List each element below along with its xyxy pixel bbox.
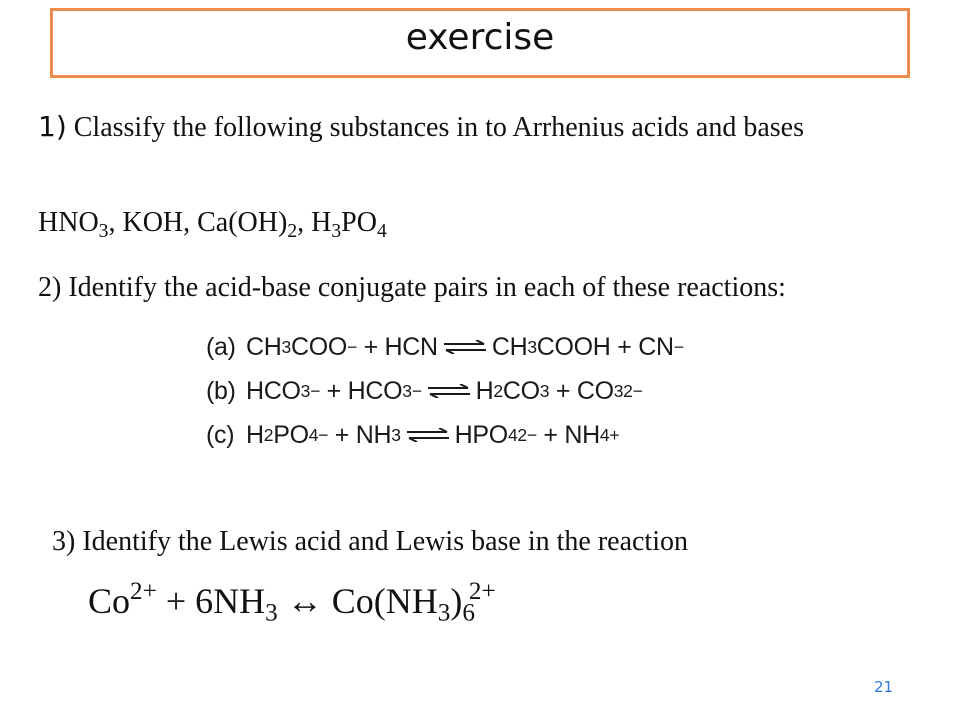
plus-sign: + xyxy=(334,420,350,449)
chem-text: H xyxy=(246,420,264,449)
question-1-text: Classify the following substances in to Arrhenius acids and bases xyxy=(73,112,804,143)
chem-text: CH xyxy=(246,332,282,361)
formula-text: HNO xyxy=(38,207,99,238)
chem-text: NH xyxy=(355,420,392,449)
chem-sup: 2+ xyxy=(130,578,157,606)
chem-text: COOH xyxy=(536,332,611,361)
question-1-number: 1) xyxy=(38,110,67,143)
reaction-label: (b) xyxy=(206,376,236,405)
formula-sub: 4 xyxy=(376,220,387,242)
chem-text: HCO xyxy=(246,376,301,405)
chem-text: CH xyxy=(491,332,528,361)
chem-text: COO xyxy=(290,332,347,361)
chem-text: CO xyxy=(576,376,614,405)
plus-sign: + xyxy=(326,376,341,405)
slide-title: exercise xyxy=(405,16,555,58)
chem-sup: 2+ xyxy=(468,578,496,606)
chem-text: Co xyxy=(88,581,131,621)
formula-text: PO xyxy=(341,207,377,238)
chem-sub: 3 xyxy=(437,599,451,627)
question-1 xyxy=(38,104,900,151)
question-3: 3) Identify the Lewis acid and Lewis base in the reaction xyxy=(52,526,688,557)
reactions-image xyxy=(206,325,684,457)
question-1-formulas xyxy=(38,207,387,242)
plus-sign: + xyxy=(555,376,571,405)
chem-sub: 6 xyxy=(462,599,475,627)
equilibrium-arrow-icon xyxy=(407,428,449,442)
page-number: 21 xyxy=(874,678,894,696)
formula-sub: 2 xyxy=(287,220,298,242)
formula-sub: 3 xyxy=(98,220,109,242)
chem-text: CN xyxy=(638,332,674,361)
chem-text: Co(NH xyxy=(331,581,438,621)
lewis-equation xyxy=(88,578,496,627)
equilibrium-arrow-icon xyxy=(428,384,470,398)
chem-text: PO xyxy=(273,420,309,449)
reaction-a: (a) CH 3 COO − + HCN CH 3 COOH + CN − xyxy=(206,332,684,361)
reaction-b: (b) HCO 3 − + HCO 3 − H 2 CO 3 + CO 3 2− xyxy=(206,376,643,405)
formula-sub: 3 xyxy=(331,220,342,242)
title-box xyxy=(50,8,910,78)
plus-sign: + xyxy=(543,420,558,449)
plus-sign: + xyxy=(617,332,632,361)
equilibrium-arrow-icon xyxy=(444,340,486,354)
formula-text: , KOH, Ca(OH) xyxy=(108,207,288,238)
chem-text: ) xyxy=(450,581,463,621)
reaction-label: (a) xyxy=(206,332,236,361)
reaction-c: (c) H 2 PO 4 − + NH 3 HPO 4 2− + NH 4 + xyxy=(206,420,620,449)
chem-text: NH xyxy=(564,420,600,449)
chem-text: HCO xyxy=(347,376,403,405)
chem-text: HCN xyxy=(384,332,438,361)
plus-sign: + xyxy=(363,332,378,361)
chem-text: HPO xyxy=(454,420,508,449)
formula-text: , H xyxy=(297,207,332,238)
chem-text: H xyxy=(475,376,494,405)
question-2: 2) Identify the acid-base conjugate pairs in each of these reactions: xyxy=(38,272,786,303)
chem-sub: 3 xyxy=(265,599,278,627)
reaction-label: (c) xyxy=(206,420,235,449)
double-arrow-icon: ↔ xyxy=(277,581,332,621)
chem-text: CO xyxy=(502,376,540,405)
chem-text: + 6NH xyxy=(156,581,266,621)
